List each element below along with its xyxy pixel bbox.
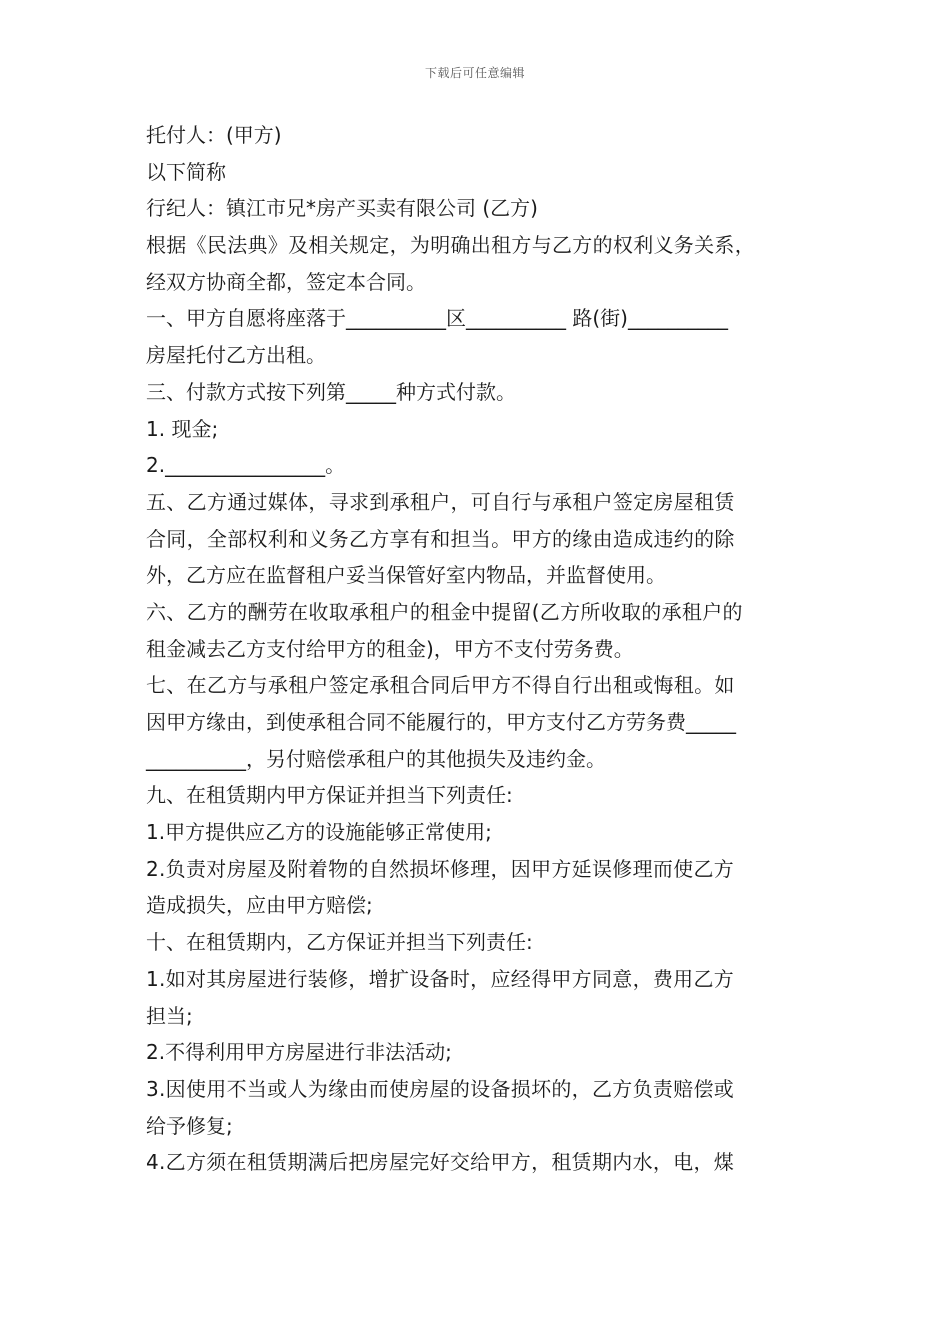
text-line: 造成损失，应由甲方赔偿;	[146, 893, 373, 918]
text-line: 以下简称	[146, 159, 226, 184]
text-line: 2.不得利用甲方房屋进行非法活动;	[146, 1040, 452, 1065]
text-line: 1.如对其房屋进行装修，增扩设备时，应经得甲方同意，费用乙方	[146, 966, 735, 991]
text-line: 4.乙方须在租赁期满后把房屋完好交给甲方，租赁期内水，电，煤	[146, 1150, 735, 1175]
text-line: 租金减去乙方支付给甲方的租金)，甲方不支付劳务费。	[146, 636, 634, 661]
text-line: 六、乙方的酬劳在收取承租户的租金中提留(乙方所收取的承租户的	[146, 599, 743, 624]
text-line: 九、在租赁期内甲方保证并担当下列责任:	[146, 783, 513, 808]
text-line: 根据《民法典》及相关规定，为明确出租方与乙方的权利义务关系，	[146, 233, 755, 258]
text-line: 因甲方缘由，到使承租合同不能履行的，甲方支付乙方劳务费_____	[146, 710, 736, 734]
text-line: 1.甲方提供应乙方的设施能够正常使用;	[146, 820, 492, 845]
page-header-note: 下载后可任意编辑	[424, 66, 525, 80]
text-line: 担当;	[146, 1003, 193, 1028]
text-line: 十、在租赁期内，乙方保证并担当下列责任:	[146, 930, 533, 955]
text-line: 2.________________。	[146, 453, 346, 478]
text-line: 七、在乙方与承租户签定承租合同后甲方不得自行出租或悔租。如	[146, 673, 735, 698]
text-line: 1. 现金;	[146, 416, 219, 441]
text-line: 五、乙方通过媒体，寻求到承租户，可自行与承租户签定房屋租赁	[146, 489, 735, 514]
text-line: 3.因使用不当或人为缘由而使房屋的设备损坏的，乙方负责赔偿或	[146, 1076, 735, 1101]
text-line: 经双方协商全都，签定本合同。	[146, 269, 426, 294]
text-line: 给予修复;	[146, 1113, 233, 1138]
text-line: 一、甲方自愿将座落于__________区__________ 路(街)__________	[146, 306, 728, 331]
text-line: 三、付款方式按下列第_____种方式付款。	[146, 379, 516, 404]
text-line: 合同，全部权利和义务乙方享有和担当。甲方的缘由造成违约的除	[146, 526, 735, 551]
contract-body	[146, 117, 810, 1181]
text-line: 外，乙方应在监督租户妥当保管好室内物品，并监督使用。	[146, 563, 666, 588]
text-line: 行纪人：镇江市兄*房产买卖有限公司 (乙方)	[146, 196, 538, 221]
text-line: __________，另付赔偿承租户的其他损失及违约金。	[146, 746, 606, 771]
text-line: 2.负责对房屋及附着物的自然损坏修理，因甲方延误修理而使乙方	[146, 856, 735, 881]
text-line: 房屋托付乙方出租。	[146, 343, 326, 368]
text-line: 托付人：(甲方)	[146, 123, 282, 147]
